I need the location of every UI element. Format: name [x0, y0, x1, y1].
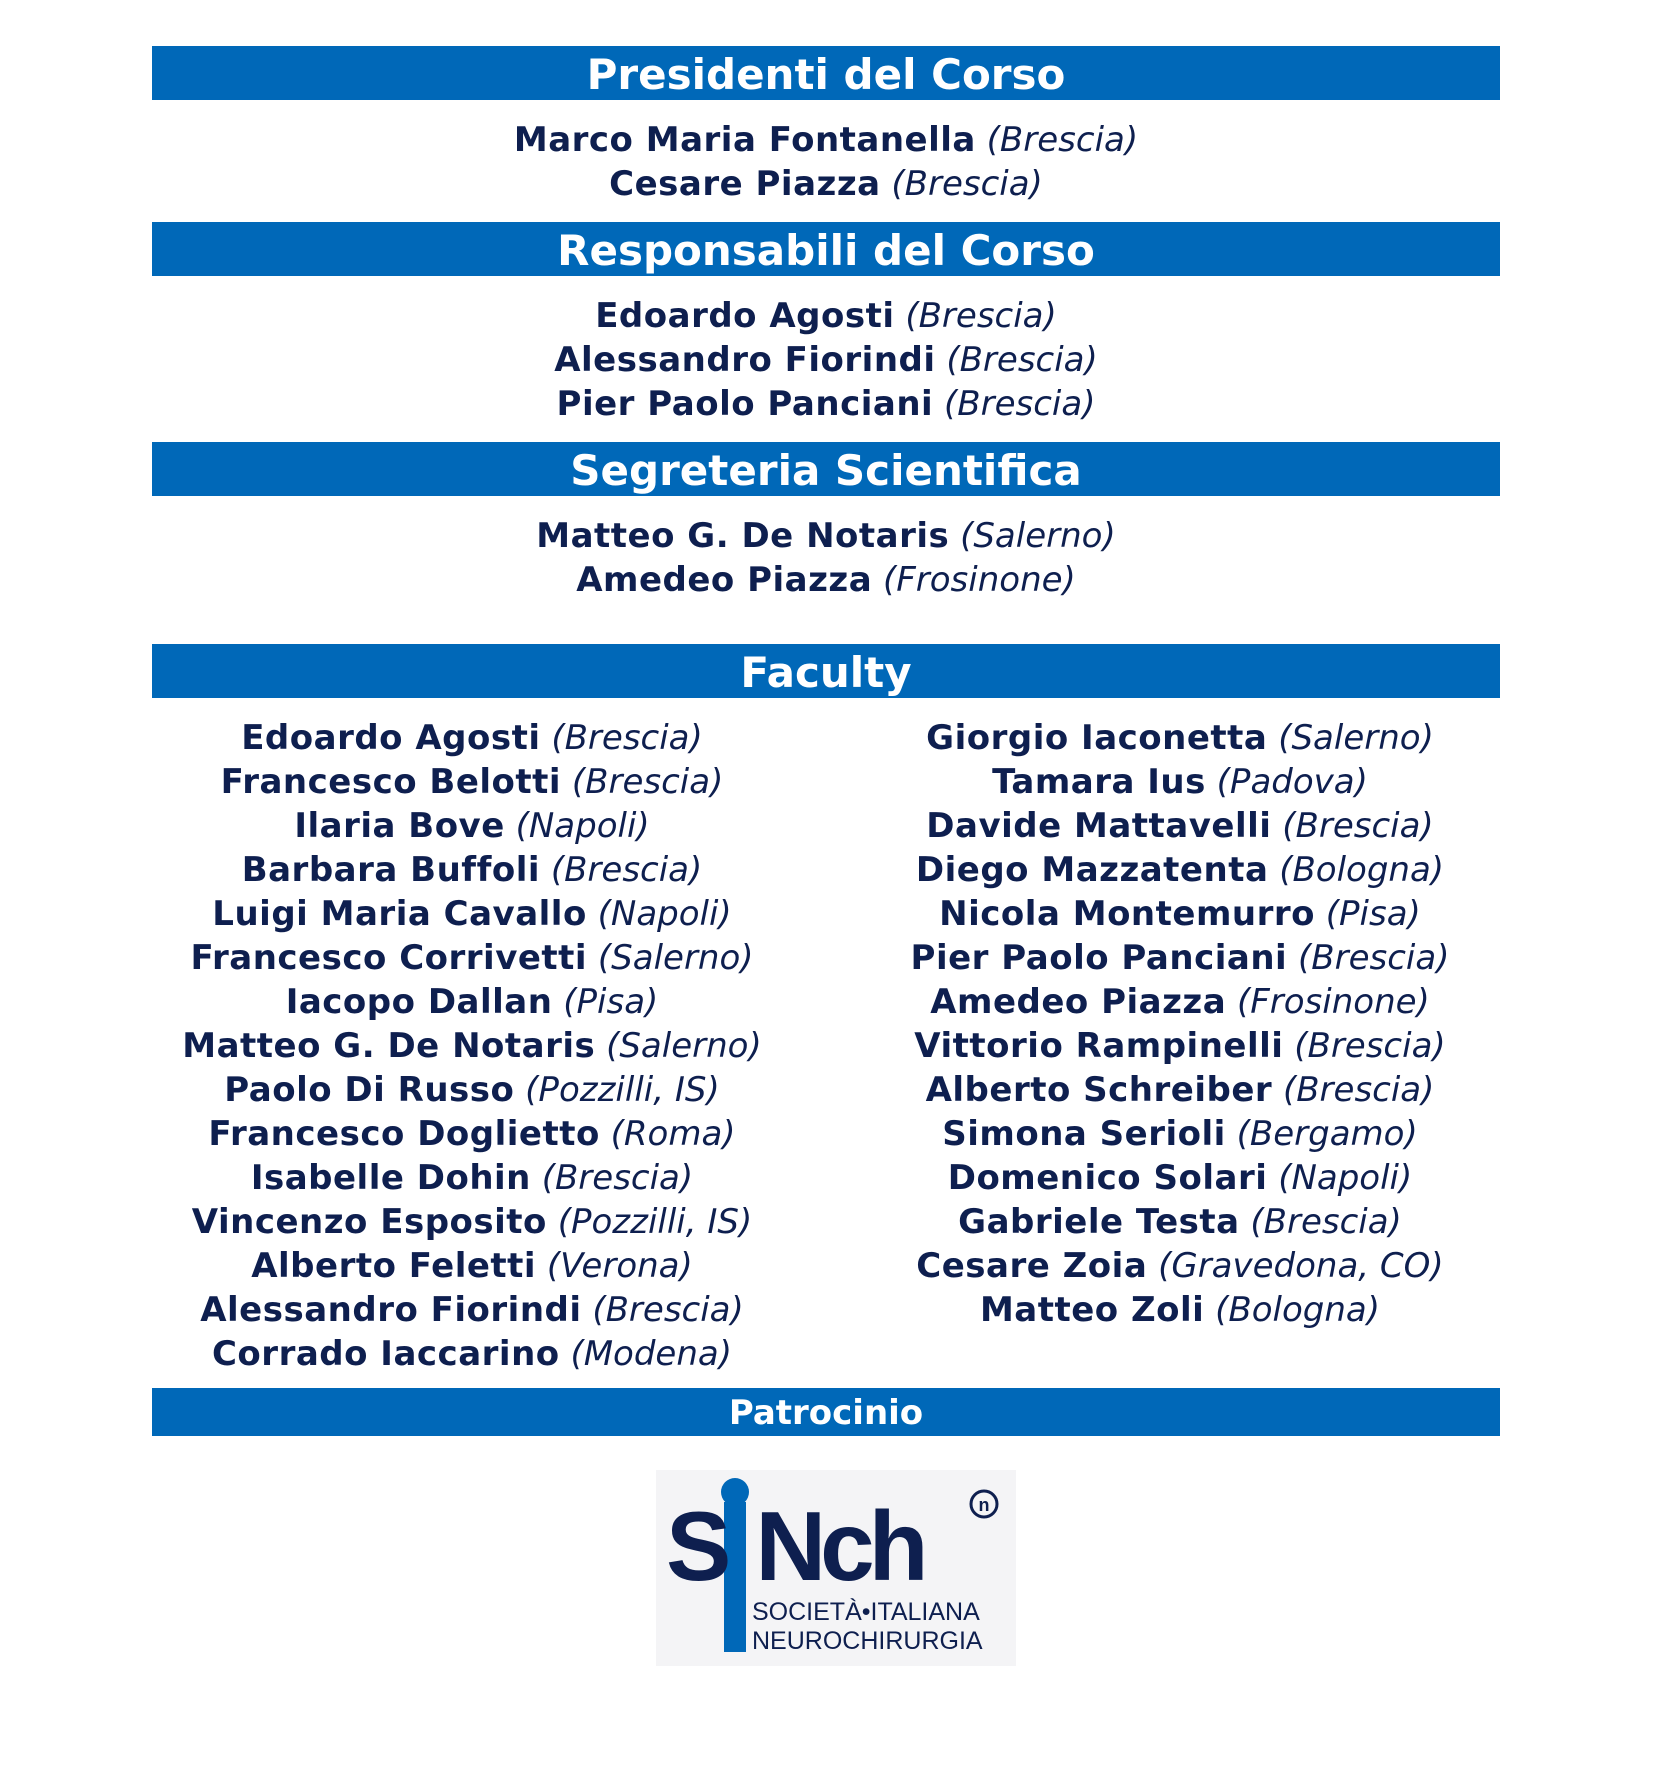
logo-line2: NEUROCHIRURGIA [752, 1627, 983, 1655]
person-city: (Frosinone) [882, 560, 1076, 600]
faculty-row [152, 1156, 792, 1200]
faculty-row [860, 848, 1500, 892]
faculty-row [152, 716, 792, 760]
person-name: Vincenzo Esposito [191, 1202, 547, 1242]
person-name: Vittorio Rampinelli [914, 1026, 1284, 1066]
person-city: (Frosinone) [1236, 982, 1430, 1022]
person-city: (Brescia) [541, 1158, 694, 1198]
person-city: (Brescia) [905, 296, 1057, 336]
person-city: (Brescia) [1250, 1202, 1402, 1242]
person-row [152, 514, 1500, 558]
faculty-row [860, 760, 1500, 804]
person-name: Davide Mattavelli [926, 806, 1272, 846]
person-city: (Brescia) [986, 120, 1139, 160]
person-name: Barbara Buffoli [241, 850, 541, 890]
segreteria-list [152, 514, 1500, 602]
faculty-row [860, 1068, 1500, 1112]
person-city: (Bergamo) [1236, 1114, 1418, 1154]
faculty-row [860, 1244, 1500, 1288]
person-name: Isabelle Dohin [250, 1158, 531, 1198]
person-row [152, 382, 1500, 426]
person-name: Cesare Zoia [916, 1246, 1148, 1286]
person-name: Paolo Di Russo [224, 1070, 515, 1110]
faculty-row [860, 716, 1500, 760]
faculty-column-right [860, 716, 1500, 1332]
faculty-row [152, 760, 792, 804]
faculty-row [860, 1156, 1500, 1200]
person-name: Corrado Iaccarino [211, 1334, 560, 1374]
logo-i-stem [724, 1502, 746, 1652]
section-title: Patrocinio [728, 1393, 924, 1433]
section-header-presidenti [152, 46, 1500, 100]
person-city: (Modena) [570, 1334, 733, 1374]
faculty-row [152, 1068, 792, 1112]
person-name: Francesco Belotti [220, 762, 562, 802]
person-row [152, 162, 1500, 206]
person-city: (Bologna) [1279, 850, 1445, 890]
section-header-segreteria [152, 442, 1500, 496]
person-row [152, 338, 1500, 382]
person-name: Francesco Doglietto [208, 1114, 600, 1154]
person-city: (Brescia) [550, 850, 703, 890]
section-title: Responsabili del Corso [557, 226, 1095, 275]
person-name: Luigi Maria Cavallo [212, 894, 587, 934]
person-name: Alberto Feletti [251, 1246, 537, 1286]
person-name: Alberto Schreiber [925, 1070, 1273, 1110]
person-name: Matteo G. De Notaris [182, 1026, 596, 1066]
person-name: Amedeo Piazza [576, 560, 873, 600]
logo-line1: SOCIETÀ•ITALIANA [752, 1598, 980, 1626]
person-name: Francesco Corrivetti [190, 938, 588, 978]
person-city: (Roma) [610, 1114, 736, 1154]
sinch-logo-graphic [656, 1470, 1016, 1666]
logo-mark-text: n [978, 1495, 990, 1515]
faculty-column-left [152, 716, 792, 1376]
person-name: Matteo G. De Notaris [536, 516, 950, 556]
section-title: Faculty [740, 648, 912, 697]
responsabili-list [152, 294, 1500, 426]
sinch-logo [656, 1470, 1016, 1666]
person-city: (Brescia) [1282, 806, 1434, 846]
section-title: Segreteria Scientifica [570, 446, 1082, 495]
person-name: Ilaria Bove [294, 806, 505, 846]
person-name: Amedeo Piazza [930, 982, 1227, 1022]
person-name: Gabriele Testa [958, 1202, 1240, 1242]
person-city: (Verona) [546, 1246, 693, 1286]
person-city: (Salerno) [606, 1026, 762, 1066]
section-header-faculty [152, 644, 1500, 698]
person-city: (Brescia) [592, 1290, 744, 1330]
person-city: (Pozzilli, IS) [525, 1070, 720, 1110]
person-name: Pier Paolo Panciani [556, 384, 934, 424]
person-name: Pier Paolo Panciani [910, 938, 1288, 978]
person-city: (Napoli) [597, 894, 732, 934]
person-city: (Brescia) [1282, 1070, 1435, 1110]
person-name: Marco Maria Fontanella [513, 120, 976, 160]
person-city: (Brescia) [1298, 938, 1450, 978]
faculty-row [152, 1332, 792, 1376]
person-row [152, 118, 1500, 162]
faculty-row [860, 936, 1500, 980]
faculty-row [152, 936, 792, 980]
person-city: (Brescia) [1294, 1026, 1446, 1066]
faculty-row [152, 1024, 792, 1068]
person-city: (Salerno) [1278, 718, 1434, 758]
faculty-row [152, 1112, 792, 1156]
person-city: (Pisa) [1325, 894, 1421, 934]
person-name: Simona Serioli [942, 1114, 1226, 1154]
person-city: (Brescia) [946, 340, 1098, 380]
person-name: Domenico Solari [947, 1158, 1268, 1198]
person-name: Matteo Zoli [979, 1290, 1205, 1330]
person-city: (Salerno) [960, 516, 1116, 556]
person-name: Alessandro Fiorindi [200, 1290, 582, 1330]
person-city: (Pisa) [563, 982, 659, 1022]
section-title: Presidenti del Corso [586, 50, 1066, 99]
person-city: (Brescia) [944, 384, 1096, 424]
faculty-row [152, 1244, 792, 1288]
faculty-row [152, 980, 792, 1024]
section-header-responsabili [152, 222, 1500, 276]
faculty-row [860, 980, 1500, 1024]
faculty-row [152, 1200, 792, 1244]
person-city: (Brescia) [891, 164, 1043, 204]
person-city: (Napoli) [515, 806, 650, 846]
person-city: (Brescia) [571, 762, 724, 802]
faculty-row [860, 892, 1500, 936]
person-city: (Napoli) [1278, 1158, 1413, 1198]
person-city: (Bologna) [1215, 1290, 1381, 1330]
person-row [152, 558, 1500, 602]
faculty-row [152, 848, 792, 892]
person-city: (Gravedona, CO) [1158, 1246, 1444, 1286]
faculty-row [860, 1112, 1500, 1156]
person-name: Iacopo Dallan [285, 982, 553, 1022]
faculty-row [860, 804, 1500, 848]
person-name: Edoardo Agosti [241, 718, 541, 758]
person-name: Cesare Piazza [609, 164, 881, 204]
logo-brand-text: S Nch [666, 1491, 923, 1601]
faculty-row [860, 1024, 1500, 1068]
faculty-row [152, 804, 792, 848]
faculty-row [860, 1200, 1500, 1244]
person-city: (Padova) [1216, 762, 1368, 802]
person-city: (Salerno) [597, 938, 754, 978]
person-name: Diego Mazzatenta [915, 850, 1269, 890]
faculty-row [860, 1288, 1500, 1332]
section-header-patrocinio [152, 1388, 1500, 1436]
person-name: Giorgio Iaconetta [926, 718, 1268, 758]
presidenti-list [152, 118, 1500, 206]
person-name: Edoardo Agosti [595, 296, 895, 336]
person-row [152, 294, 1500, 338]
person-city: (Brescia) [551, 718, 703, 758]
person-name: Tamara Ius [992, 762, 1206, 802]
faculty-row [152, 1288, 792, 1332]
person-name: Alessandro Fiorindi [554, 340, 936, 380]
person-city: (Pozzilli, IS) [557, 1202, 753, 1242]
person-name: Nicola Montemurro [939, 894, 1315, 934]
faculty-row [152, 892, 792, 936]
